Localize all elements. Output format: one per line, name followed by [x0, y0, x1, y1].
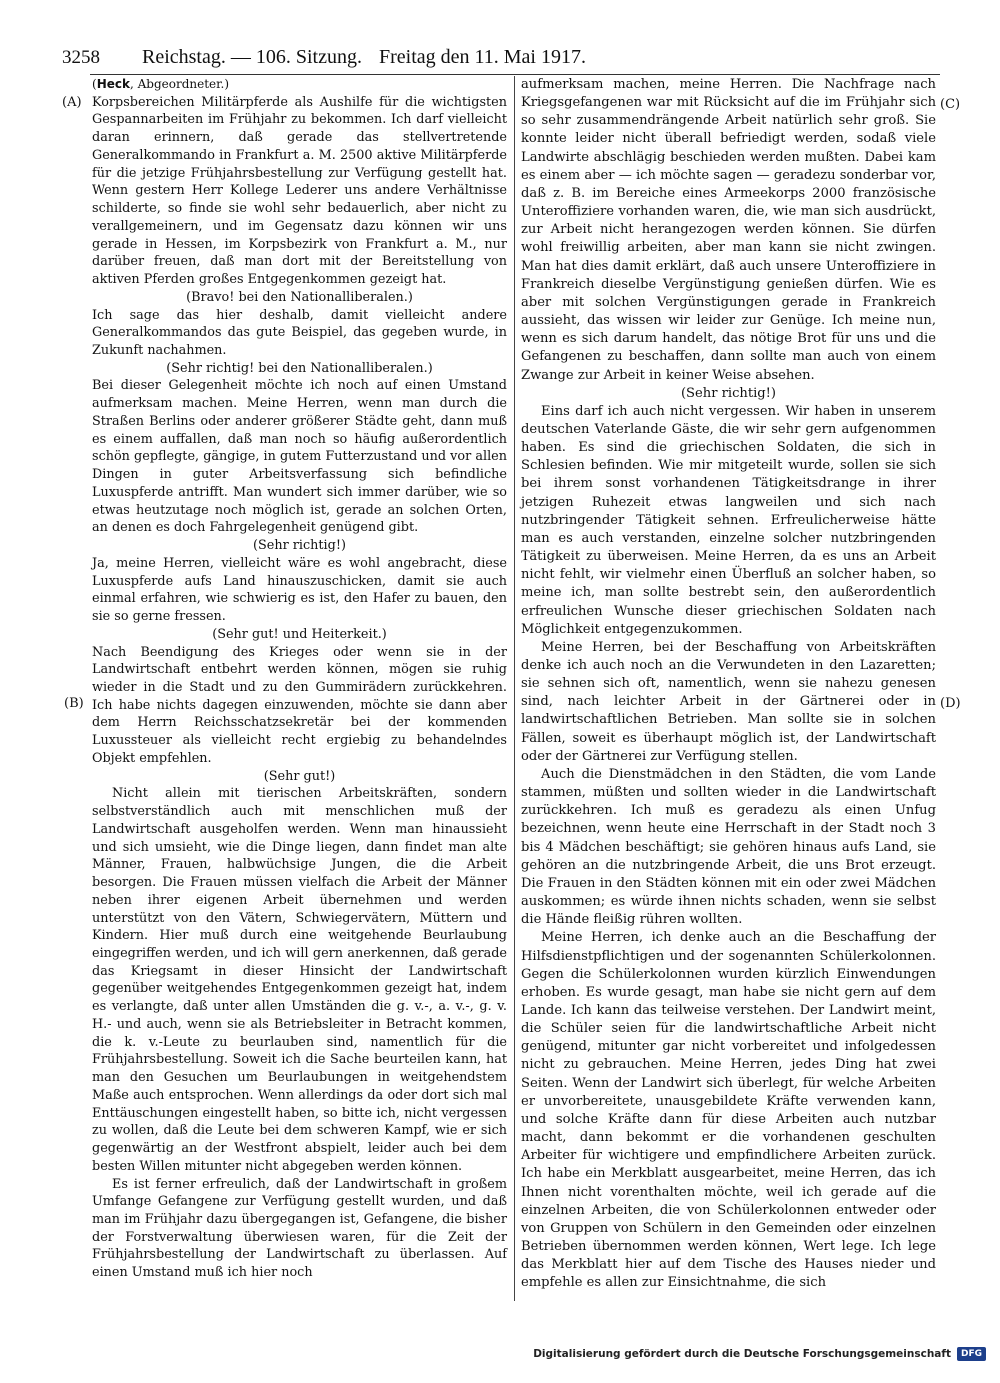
paragraph: Auch die Dienstmädchen in den Städten, die vom Lande stammen, müßten und sollten wieder in die Landwirtschaft zurückkehren. Ich muß es geradezu als einen Unfug bezeichnen, wenn heute eine Herrschaft in der Stadt noch 3 bis 4 Mädchen beschäftigt; sie gehören hinaus aufs Land, sie gehören an die nutzbringende Arbeit, die uns Brot erzeugt. Die Frauen in den Städten können mit ein oder zwei Mädchen auskommen; es würde ihnen nichts schaden, wenn sie selbst die Hände fleißig rühren wollten.	[521, 766, 936, 928]
paragraph: Ja, meine Herren, vielleicht wäre es wohl angebracht, diese Luxuspferde aufs Land hinauszuschicken, damit sie auch einmal erfahren, wie schwierig es ist, den Hafer zu bauen, den sie so gerne fressen.	[92, 555, 507, 625]
paragraph: aufmerksam machen, meine Herren. Die Nachfrage nach Kriegsgefangenen war mit Rücksicht auf die im Frühjahr sich so sehr zusammendrängende Arbeit natürlich sehr groß. Sie konnte leider nicht überall befriedigt werden, sodaß viele Landwirte abschlägig beschieden werden mußten. Dabei kam es einem aber — ich möchte sagen — geradezu sonderbar vor, daß z. B. im Bereiche eines Armeekorps 2000 französische Unteroffiziere vorhanden waren, die, wie man sich ausdrückt, zur Arbeit nicht herangezogen werden können. Sie dürfen wohl freiwillig arbeiten, aber man kann sie nicht zwingen. Man hat dies damit erklärt, daß auch unsere Unteroffiziere in Frankreich dieselbe Vergünstigung genießen dürfen. Wie es aber mit solchen Vergünstigungen gerade in Frankreich aussieht, das wissen wir leider zur Genüge. Ich meine nun, wenn es sich darum handelt, das nötige Brot für uns und die Gefangenen zu beschaffen, dann sollte man auch von einem Zwange zur Arbeit in keiner Weise absehen.	[521, 77, 936, 383]
right-column	[521, 76, 936, 1292]
column-divider	[514, 76, 515, 1301]
paragraph: Eins darf ich auch nicht vergessen. Wir haben in unserem deutschen Vaterlande Gäste, die wir sehr gern aufgenommen haben. Es sind die griechischen Soldaten, die sich in Schlesien befinden. Wie mir mitgeteilt wurde, sollen sie sich bei ihrem sonst vorhandenen Tätigkeitsdrange in ihrer jetzigen Ruhezeit etwas langweilen und sich nach nutzbringender Tätigkeit sehnen. Erfreulicherweise hätte man es auch verstanden, einzelne solcher nutzbringenden Tätigkeit zu überweisen. Meine Herren, da es uns an Arbeit nicht fehlt, wir vielmehr einen Überfluß an solcher haben, so meine ich, man sollte bestrebt sein, den außerordentlich erfreulichen Wunsche dieser griechischen Soldaten nach Möglichkeit entgegenzukommen.	[521, 403, 936, 637]
footer-credit: Digitalisierung gefördert durch die Deutsche Forschungsgemeinschaft	[533, 1348, 951, 1360]
header-rule	[90, 74, 940, 75]
page-number: 3258	[62, 47, 100, 68]
margin-marker-b: (B)	[64, 696, 84, 711]
left-column	[92, 76, 507, 1282]
interjection: (Sehr richtig! bei den Nationalliberalen.)	[166, 360, 433, 376]
paragraph: Meine Herren, ich denke auch an die Beschaffung der Hilfsdienstpflichtigen und der sogenannten Schülerkolonnen. Gegen die Schülerkolonnen wurden kürzlich Einwendungen erhoben. Es wurde gesagt, man habe sie nicht gern auf dem Lande. Ich kann das teilweise verstehen. Der Landwirt meint, die Schüler seien für die landwirtschaftliche Arbeit nicht genügend, mitunter gar nicht vorbereitet und infolgedessen nicht zu gebrauchen. Meine Herren, jedes Ding hat zwei Seiten. Wenn der Landwirt sich überlegt, für welche Arbeiten er unvorbereitete, unausgebildete Kräfte verwenden kann, und solche Kräfte dann für diese Arbeiten auch nutzbar macht, dann bekommt er die vorhandenen geschulten Arbeiter für wichtigere und empfindlichere Arbeiten zurück. Ich habe ein Merkblatt ausgearbeitet, meine Herren, das ich Ihnen nicht vorenthalten möchte, weil ich gerade auf die einzelnen Arbeiten, die von Schülerkolonnen entweder oder von Gruppen von Schülern in den Gemeinden oder einzelnen Betrieben übernommen werden können, Wert lege. Ich lege das Merkblatt hier auf dem Tische des Hauses nieder und empfehle es allen zur Einsichtnahme, die sich	[521, 930, 936, 1291]
paragraph: Meine Herren, bei der Beschaffung von Arbeitskräften denke ich auch noch an die Verwundeten in den Lazaretten; sie sehnen sich oft, namentlich, wenn sie nahezu genesen sind, nach leichter Arbeit in der Gärtnerei oder in landwirtschaftlichen Betrieben. Man sollte sie in solchen Fällen, soweit es überhaupt möglich ist, der Landwirtschaft oder der Gärtnerei zur Verfügung stellen.	[521, 639, 936, 764]
page-header	[62, 46, 957, 72]
running-head-date: Freitag den 11. Mai 1917.	[378, 46, 586, 68]
paragraph: Korpsbereichen Militärpferde als Aushilfe für die wichtigsten Gespannarbeiten im Frühjahr zu bekommen. Ich darf vielleicht daran erinnern, daß gerade das stellvertretende Generalkommando in Frankfurt a. M. 2500 aktive Militärpferde für die jetzige Frühjahrsbestellung zur Verfügung gestellt hat. Wenn gestern Herr Kollege Lederer uns andere Verhältnisse schilderte, so finde sie wohl sehr bedauerlich, aber nicht zu verallgemeinern, und im Gegensatz dazu können wir uns gerade in Hessen, im Korpsbezirk von Frankfurt a. M., nur darüber freuen, daß man dort mit der Bereitstellung von aktiven Pferden großes Entgegenkommen gezeigt hat.	[92, 94, 507, 288]
running-head-session: Reichstag. — 106. Sitzung.	[142, 46, 362, 68]
interjection: (Sehr gut!)	[263, 768, 336, 784]
paragraph: Nicht allein mit tierischen Arbeitskräften, sondern selbstverständlich auch mit menschlichen muß der Landwirtschaft ausgeholfen werden. Wenn man hinaussieht und sich umsieht, wie die Dinge liegen, dann findet man alte Männer, Frauen, halbwüchsige Jungen, die die Arbeit besorgen. Die Frauen müssen vielfach die Arbeit der Männer neben ihrer eigenen Arbeit übernehmen und werden unterstützt von den Vätern, Schwiegervätern, Müttern und Kindern. Hier muß durch eine weitgehende Beurlaubung eingegriffen werden, und ich will gern anerkennen, daß gerade das Kriegsamt in dieser Hinsicht der Landwirtschaft gegenüber weitgehendes Entgegenkommen gezeigt hat, indem es verlangte, daß unter allen Umständen die g. v.-, a. v.-, g. v. H.- und auch, wenn sie als Betriebsleiter in Betracht kommen, die k. v.-Leute zu beurlauben sind, namentlich für die Frühjahrsbestellung. Soweit ich die Sache beurteilen kann, hat man den Gesuchen um Beurlaubungen in weitgehendstem Maße auch entsprochen. Wenn allerdings da oder dort sich mal Enttäuschungen eingestellt haben, so bitte ich, nicht vergessen zu wollen, daß die Leute bei dem schweren Kampf, wie er sich gegenwärtig an der Westfront abspielt, leider auch bei dem besten Willen mitunter nicht abgegeben werden können.	[92, 786, 507, 1174]
paragraph: Nach Beendigung des Krieges oder wenn sie in der Landwirtschaft entbehrt werden können, mögen sie ruhig wieder in die Stadt und zu den Gummirädern zurückkehren. Ich habe nichts dagegen einzuwenden, möchte sie dann aber dem Herrn Reichsschatzsekretär bei der kommenden Luxussteuer als vielleicht recht ergiebig zu behandelndes Objekt empfehlen.	[92, 644, 507, 766]
paragraph: Bei dieser Gelegenheit möchte ich noch auf einen Umstand aufmerksam machen. Meine Herren, wenn man durch die Straßen Berlins oder anderer größerer Städte geht, dann muß es einem auffallen, daß man noch so häufig außerordentlich schön gepflegte, gängige, in gutem Futterzustand und vor allen Dingen in guter Arbeitsverfassung sich befindliche Luxuspferde antrifft. Man wundert sich immer darüber, wie so etwas heutzutage noch möglich ist, gerade an solchen Orten, an denen es doch Fahrgelegenheit genügend gibt.	[92, 378, 507, 536]
interjection: (Sehr gut! und Heiterkeit.)	[212, 626, 387, 642]
interjection: (Bravo! bei den Nationalliberalen.)	[186, 289, 413, 305]
paragraph: Es ist ferner erfreulich, daß der Landwirtschaft in großem Umfange Gefangene zur Verfügung gestellt wurden, und daß man im Frühjahr dazu übergegangen ist, Gefangene, die bisher der Forstverwaltung überwiesen waren, für die Zeit der Frühjahrsbestellung der Landwirtschaft zu überlassen. Auf einen Umstand muß ich hier noch	[92, 1176, 507, 1281]
margin-marker-d: (D)	[940, 696, 961, 711]
interjection: (Sehr richtig!)	[680, 385, 777, 401]
speaker-line: (Heck, Abgeordneter.)	[92, 77, 230, 91]
interjection: (Sehr richtig!)	[253, 538, 346, 554]
speaker-name: Heck	[96, 77, 130, 91]
margin-marker-c: (C)	[940, 97, 961, 112]
paragraph: Ich sage das hier deshalb, damit vielleicht andere Generalkommandos das gute Beispiel, das gegeben wurde, in Zukunft nachahmen.	[92, 307, 507, 359]
speaker-role: , Abgeordneter.)	[129, 77, 230, 91]
running-head	[142, 46, 598, 69]
digitization-footer	[533, 1345, 986, 1363]
dfg-logo: DFG	[957, 1347, 986, 1361]
margin-marker-a: (A)	[62, 95, 82, 110]
